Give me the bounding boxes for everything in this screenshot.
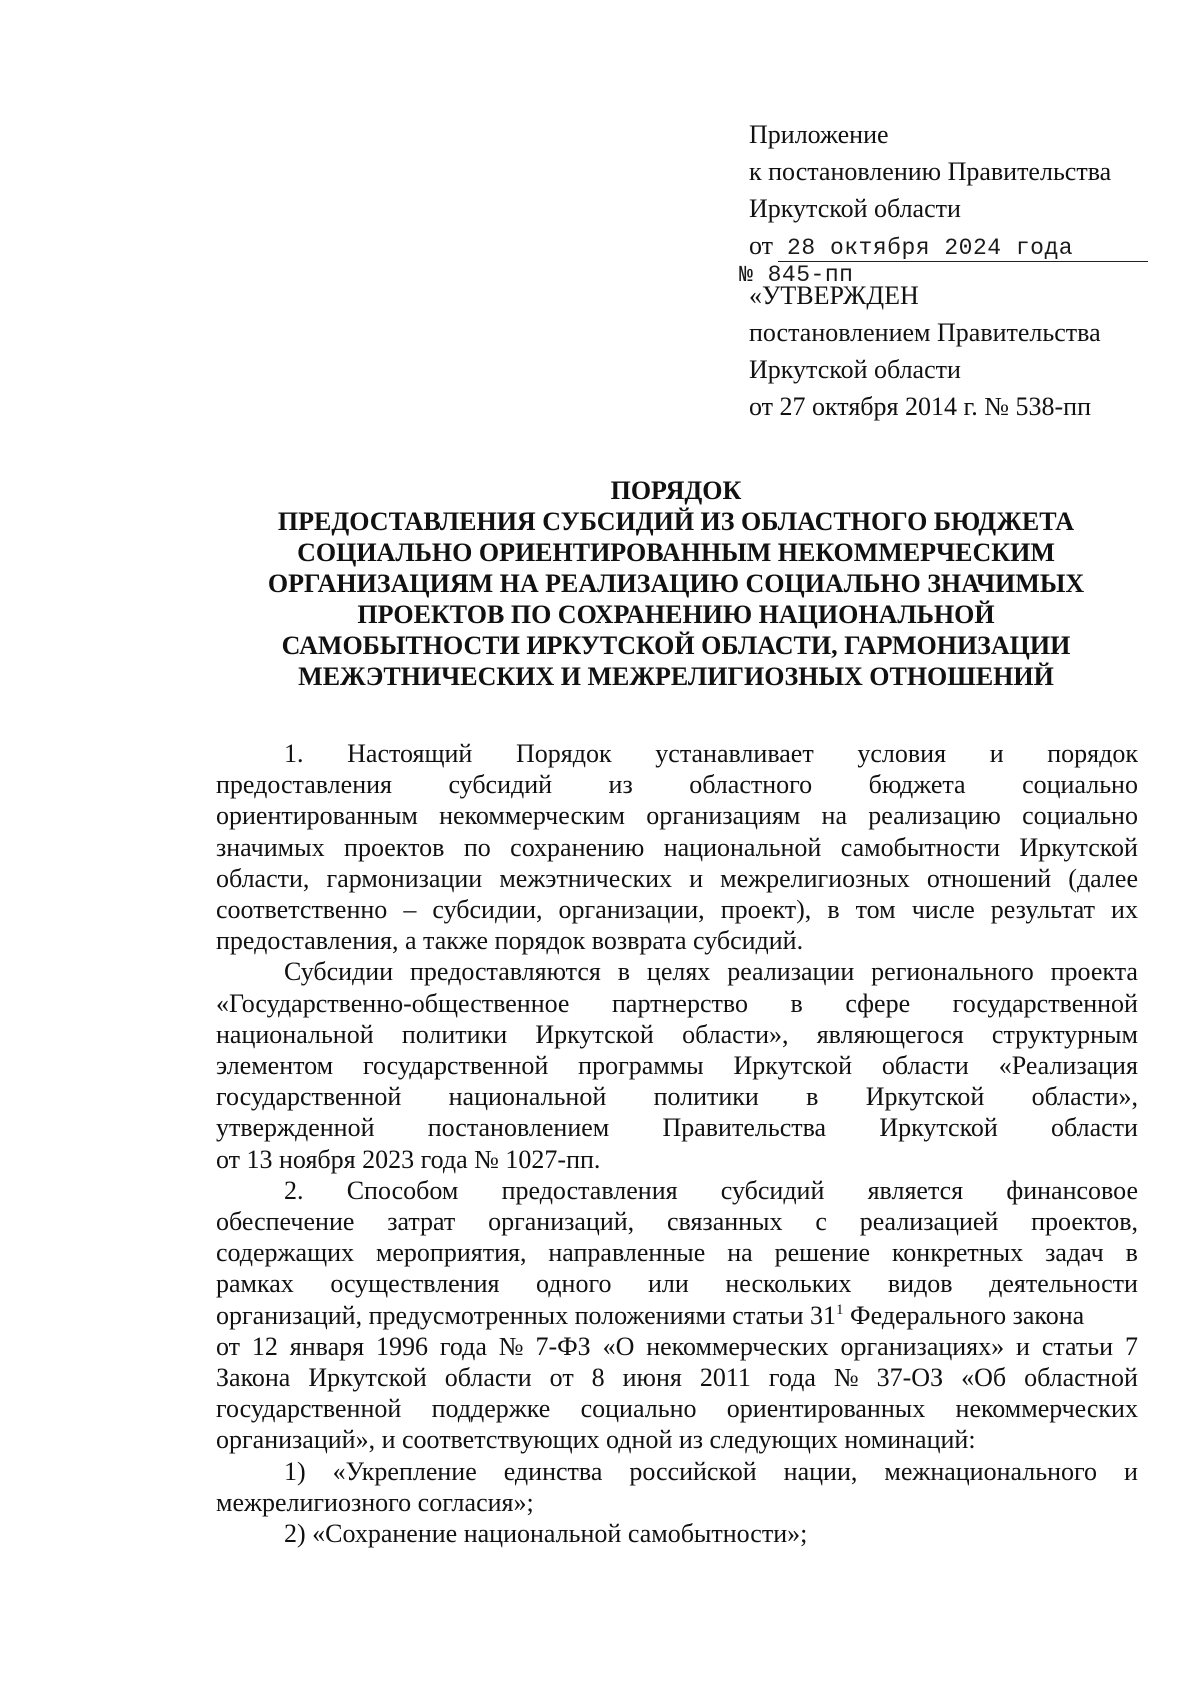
word: бюджета: [868, 770, 966, 800]
word: структурным: [991, 1019, 1138, 1049]
word: самобытности: [840, 832, 1001, 862]
word: Иркутской: [1019, 832, 1138, 862]
decree-date: 28 октября 2024 года: [787, 235, 1074, 261]
appendix-region: Иркутской области: [749, 194, 961, 223]
word: порядок: [1047, 739, 1138, 768]
word: Порядок: [516, 739, 612, 768]
word: области»,: [682, 1019, 789, 1049]
word: Закона: [216, 1363, 291, 1393]
word: года: [439, 1331, 487, 1361]
word: на: [727, 1238, 753, 1268]
approved-block: [749, 277, 1149, 425]
word: российской: [629, 1456, 757, 1486]
word: одного: [536, 1269, 612, 1299]
word: 7: [1124, 1331, 1138, 1361]
word: Иркутской: [865, 1082, 985, 1112]
word: являющегося: [816, 1019, 964, 1049]
word: от: [216, 1331, 241, 1361]
approved-region: Иркутской области: [749, 355, 961, 384]
word: целях: [646, 957, 711, 987]
word: области,: [216, 863, 310, 893]
text-line: [216, 800, 1138, 831]
word: национальной: [216, 1019, 374, 1049]
word: утвержденной: [216, 1113, 375, 1143]
word: 37-ОЗ: [876, 1363, 944, 1393]
text-line: [216, 894, 1138, 925]
word: том: [855, 895, 896, 925]
list-item: [216, 1518, 1138, 1549]
text-line: [216, 1331, 1138, 1362]
document-title: [216, 475, 1136, 692]
word: проекта: [1050, 957, 1138, 987]
word: июня: [622, 1363, 682, 1393]
word: 2.: [284, 1175, 304, 1205]
word: конкретных: [892, 1238, 1024, 1268]
list-item: [216, 1456, 1138, 1518]
word: Иркутской: [879, 1113, 998, 1143]
text-line: [216, 1206, 1138, 1237]
word: реализацию: [868, 801, 1001, 831]
word: области: [444, 1363, 532, 1393]
word: деятельности: [989, 1269, 1138, 1299]
word: 1): [284, 1456, 306, 1486]
approved-label: «УТВЕРЖДЕН: [749, 281, 919, 310]
document-body: [216, 738, 1138, 1549]
word: мероприятия,: [375, 1238, 527, 1268]
word: реализации: [727, 957, 855, 987]
word: и: [989, 739, 1004, 768]
word: ориентированных: [726, 1394, 926, 1424]
word: января: [289, 1331, 365, 1361]
word: Настоящий: [347, 739, 473, 768]
appendix-label: Приложение: [749, 120, 889, 149]
word: социально: [1022, 801, 1138, 831]
approved-by: постановлением Правительства: [749, 318, 1101, 347]
word: в: [827, 895, 840, 925]
word: государственной: [952, 988, 1138, 1018]
word: или: [648, 1269, 689, 1299]
text-fragment: организаций, предусмотренных положениями статьи 31: [216, 1300, 837, 1330]
text-line: предоставления, а также порядок возврата субсидий.: [216, 926, 804, 956]
word: года: [768, 1363, 816, 1393]
word: их: [1111, 895, 1138, 925]
word: поддержке: [431, 1394, 551, 1424]
word: нации,: [783, 1456, 858, 1486]
decree-number: № 845-пп: [739, 262, 854, 288]
word: регионального: [871, 957, 1034, 987]
word: области»,: [1031, 1082, 1138, 1112]
word: сфере: [845, 988, 911, 1018]
word: государственной: [216, 1082, 402, 1112]
text-line: [216, 1019, 1138, 1050]
word: №: [498, 1331, 524, 1361]
text-line: [216, 1362, 1138, 1393]
word: субсидий: [720, 1175, 825, 1205]
word: в: [806, 1082, 819, 1112]
word: рамках: [216, 1269, 294, 1299]
word: политики: [401, 1019, 508, 1049]
text-line: организаций», и соответствующих одной из следующих номинаций:: [216, 1425, 976, 1455]
word: организациям: [646, 801, 801, 831]
word: «Об: [961, 1363, 1007, 1393]
text-line: [216, 1081, 1138, 1112]
word: в: [790, 988, 803, 1018]
word: по: [463, 832, 491, 862]
appendix-date-line: [749, 227, 1149, 267]
word: связанных: [666, 1207, 783, 1237]
word: партнерство: [612, 988, 748, 1018]
word: 1996: [375, 1331, 428, 1361]
text-line: [216, 769, 1138, 800]
word: социально: [580, 1394, 697, 1424]
text-line: [216, 1112, 1138, 1143]
word: «О: [602, 1331, 635, 1361]
word: и: [689, 863, 704, 893]
word: государственной: [362, 1051, 549, 1081]
word: из: [608, 770, 633, 800]
word: национальной: [448, 1082, 607, 1112]
word: области: [1051, 1113, 1138, 1143]
word: предоставления: [501, 1175, 678, 1205]
word: организациях»: [840, 1331, 1005, 1361]
appendix-decree-ref: к постановлению Правительства: [749, 157, 1112, 186]
text-line: [216, 1050, 1138, 1081]
word: организаций,: [488, 1207, 635, 1237]
word: Иркутской: [535, 1019, 654, 1049]
word: 8: [591, 1363, 605, 1393]
text-line: [216, 863, 1138, 894]
word: Субсидии: [284, 957, 394, 987]
word: организации,: [558, 895, 705, 925]
word: результат: [990, 895, 1095, 925]
paragraph-3: [216, 1175, 1138, 1456]
paragraph-2: [216, 956, 1138, 1174]
text-line: межрелигиозного согласия»;: [216, 1487, 534, 1517]
word: отношений: [926, 863, 1052, 893]
word: с: [815, 1207, 827, 1237]
title-line: ПОРЯДОК: [610, 476, 742, 505]
word: ориентированным: [216, 801, 418, 831]
word: постановлением: [427, 1113, 610, 1143]
word: направленные: [548, 1238, 706, 1268]
word: нескольких: [725, 1269, 852, 1299]
word: статьи: [1041, 1331, 1114, 1361]
word: и: [1016, 1331, 1030, 1361]
word: реализацией: [859, 1207, 999, 1237]
word: устанавливает: [655, 739, 814, 768]
paragraph-1: [216, 738, 1138, 956]
word: Иркутской: [733, 1051, 853, 1081]
text-line: [216, 1237, 1138, 1268]
word: национальной: [663, 832, 822, 862]
title-line: МЕЖЭТНИЧЕСКИХ И МЕЖРЕЛИГИОЗНЫХ ОТНОШЕНИЙ: [298, 662, 1054, 691]
word: политики: [653, 1082, 759, 1112]
title-line: ПРЕДОСТАВЛЕНИЯ СУБСИДИЙ ИЗ ОБЛАСТНОГО БЮДЖЕТА: [277, 507, 1075, 536]
word: обеспечение: [216, 1207, 355, 1237]
text-line: [216, 738, 1138, 769]
title-line: ОРГАНИЗАЦИЯМ НА РЕАЛИЗАЦИЮ СОЦИАЛЬНО ЗНАЧИМЫХ: [267, 569, 1085, 598]
appendix-block: [739, 116, 1149, 289]
word: некоммерческих: [955, 1394, 1138, 1424]
word: Иркутской: [308, 1363, 427, 1393]
word: гармонизации: [326, 863, 483, 893]
word: в: [1125, 1238, 1138, 1268]
word: финансовое: [1006, 1175, 1138, 1205]
word: государственной: [216, 1394, 402, 1424]
word: «Укрепление: [332, 1456, 477, 1486]
text-line: [216, 1300, 1138, 1331]
word: осуществления: [330, 1269, 500, 1299]
word: межнационального: [884, 1456, 1098, 1486]
word: элементом: [216, 1051, 334, 1081]
word: от: [549, 1363, 574, 1393]
title-line: САМОБЫТНОСТИ ИРКУТСКОЙ ОБЛАСТИ, ГАРМОНИЗАЦИИ: [281, 631, 1071, 660]
word: числе: [911, 895, 975, 925]
superscript-footnote: 1: [836, 1301, 844, 1318]
word: является: [867, 1175, 964, 1205]
word: программы: [578, 1051, 704, 1081]
word: межрелигиозных: [720, 863, 910, 893]
word: значимых: [216, 832, 325, 862]
word: сохранению: [510, 832, 645, 862]
word: Правительства: [662, 1113, 827, 1143]
word: областной: [1024, 1363, 1138, 1393]
word: (далее: [1068, 863, 1138, 893]
date-underline: [778, 261, 1148, 262]
word: проект),: [720, 895, 812, 925]
word: межэтнических: [499, 863, 672, 893]
word: «Государственно-общественное: [216, 988, 570, 1018]
text-line: [216, 956, 1138, 987]
word: решение: [774, 1238, 871, 1268]
text-line: 2) «Сохранение национальной самобытности»;: [284, 1519, 808, 1549]
text-line: [216, 832, 1138, 863]
word: задач: [1045, 1238, 1104, 1268]
text-line: [216, 1393, 1138, 1424]
text-line: [216, 1456, 1138, 1487]
approved-date: от 27 октября 2014 г. № 538-пп: [749, 392, 1091, 421]
word: 7-ФЗ: [535, 1331, 591, 1361]
word: –: [403, 895, 417, 925]
word: проектов: [344, 832, 445, 862]
word: соответственно: [216, 895, 388, 925]
word: условия: [857, 739, 947, 768]
word: затрат: [387, 1207, 456, 1237]
text-line: [216, 1175, 1138, 1206]
word: в: [617, 957, 631, 987]
date-prefix: от: [749, 231, 774, 260]
word: на: [821, 801, 848, 831]
word: предоставляются: [409, 957, 601, 987]
title-line: ПРОЕКТОВ ПО СОХРАНЕНИЮ НАЦИОНАЛЬНОЙ: [357, 600, 995, 629]
text-line: [216, 988, 1138, 1019]
word: субсидий: [448, 770, 553, 800]
word: некоммерческим: [439, 801, 625, 831]
word: содержащих: [216, 1238, 354, 1268]
text-line: от 13 ноября 2023 года № 1027-пп.: [216, 1144, 601, 1174]
word: социально: [1022, 770, 1138, 800]
text-line: [216, 1268, 1138, 1299]
word: области: [881, 1051, 969, 1081]
word: Способом: [346, 1175, 459, 1205]
text-fragment: Федерального закона: [843, 1300, 1085, 1330]
word: единства: [503, 1456, 603, 1486]
word: 12: [251, 1331, 278, 1361]
word: субсидии,: [432, 895, 543, 925]
word: некоммерческих: [646, 1331, 829, 1361]
word: 1.: [284, 739, 304, 768]
word: №: [833, 1363, 859, 1393]
word: 2011: [699, 1363, 751, 1393]
word: «Реализация: [998, 1051, 1138, 1081]
word: и: [1124, 1456, 1138, 1486]
word: предоставления: [216, 770, 392, 800]
word: областного: [689, 770, 813, 800]
word: видов: [887, 1269, 953, 1299]
title-line: СОЦИАЛЬНО ОРИЕНТИРОВАННЫМ НЕКОММЕРЧЕСКИМ: [297, 538, 1055, 567]
word: проектов,: [1031, 1207, 1138, 1237]
